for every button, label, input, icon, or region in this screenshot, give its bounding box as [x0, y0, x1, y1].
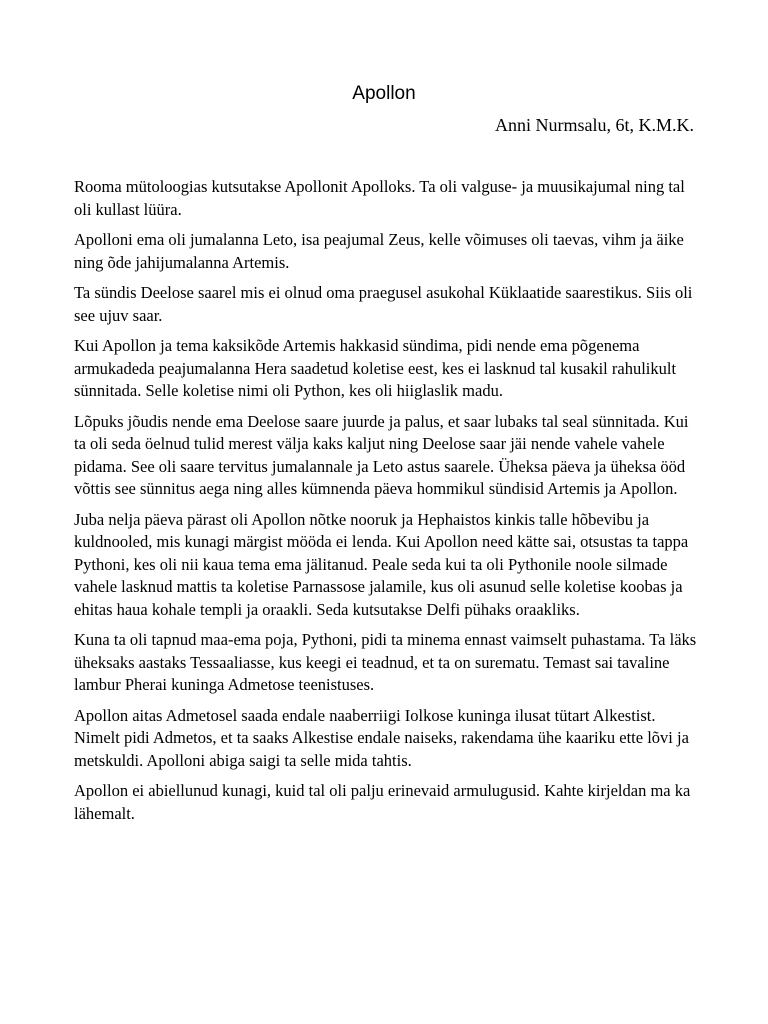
document-body [74, 176, 699, 833]
document-title: Apollon [352, 83, 416, 104]
document-author: Anni Nurmsalu, 6t, K.M.K. [495, 115, 694, 135]
paragraph: Apollon aitas Admetosel saada endale naaberriigi Iolkose kuninga ilusat tütart Alkestist. Nimelt pidi Admetos, et ta saaks Alkestise endale naiseks, rakendama ühe kaariku ette lõvi ja metskuldi. Apolloni abiga saigi ta selle mida tahtis. [74, 705, 689, 770]
paragraph: Juba nelja päeva pärast oli Apollon nõtke nooruk ja Hephaistos kinkis talle hõbevibu ja kuldnooled, mis kunagi märgist mööda ei lenda. Kui Apollon need kätte sai, otsustas ta tappa Pythoni, kes oli nii kaua tema ema jälitanud. Peale seda kui ta oli Pythonile noole silmade vahele lasknud mattis ta koletise Parnassose jalamile, kus oli asunud selle koletise koobas ja ehitas haua kohale templi ja oraakli. Seda kutsutakse Delfi pühaks oraakliks. [74, 509, 689, 619]
paragraph: Apollon ei abiellunud kunagi, kuid tal oli palju erinevaid armulugusid. Kahte kirjeldan ma ka lähemalt. [74, 781, 691, 823]
paragraph: Apolloni ema oli jumalanna Leto, isa peajumal Zeus, kelle võimuses oli taevas, vihm ja äike ning õde jahijumalanna Artemis. [74, 230, 684, 272]
paragraph: Kui Apollon ja tema kaksikõde Artemis hakkasid sündima, pidi nende ema põgenema armukadeda peajumalanna Hera saadetud koletise eest, kes ei lasknud tal kusakil rahulikult sünnitada. Selle koletise nimi oli Python, kes oli hiiglaslik madu. [74, 336, 677, 400]
paragraph: Kuna ta oli tapnud maa-ema poja, Pythoni, pidi ta minema ennast vaimselt puhastama. Ta läks üheksaks aastaks Tessaaliasse, kus keegi ei teadnud, et ta on surematu. Temast sai tavaline lambur Pherai kuninga Admetose teenistuses. [74, 630, 697, 694]
paragraph: Ta sündis Deelose saarel mis ei olnud oma praegusel asukohal Küklaatide saarestikus. Siis oli see ujuv saar. [74, 283, 693, 325]
paragraph: Lõpuks jõudis nende ema Deelose saare juurde ja palus, et saar lubaks tal seal sünnitada. Kui ta oli seda öelnud tulid merest välja kaks kaljut ning Deelose saar jäi nende vahele vahele pidama. See oli saare tervitus jumalannale ja Leto astus saarele. Üheksa päeva ja üheksa ööd võttis see sünnitus aega ning alles kümnenda päeva hommikul sündisid Artemis ja Apollon. [74, 411, 689, 498]
paragraph: Rooma mütoloogias kutsutakse Apollonit Apolloks. Ta oli valguse- ja muusikajumal ning tal oli kullast lüüra. [74, 177, 685, 219]
